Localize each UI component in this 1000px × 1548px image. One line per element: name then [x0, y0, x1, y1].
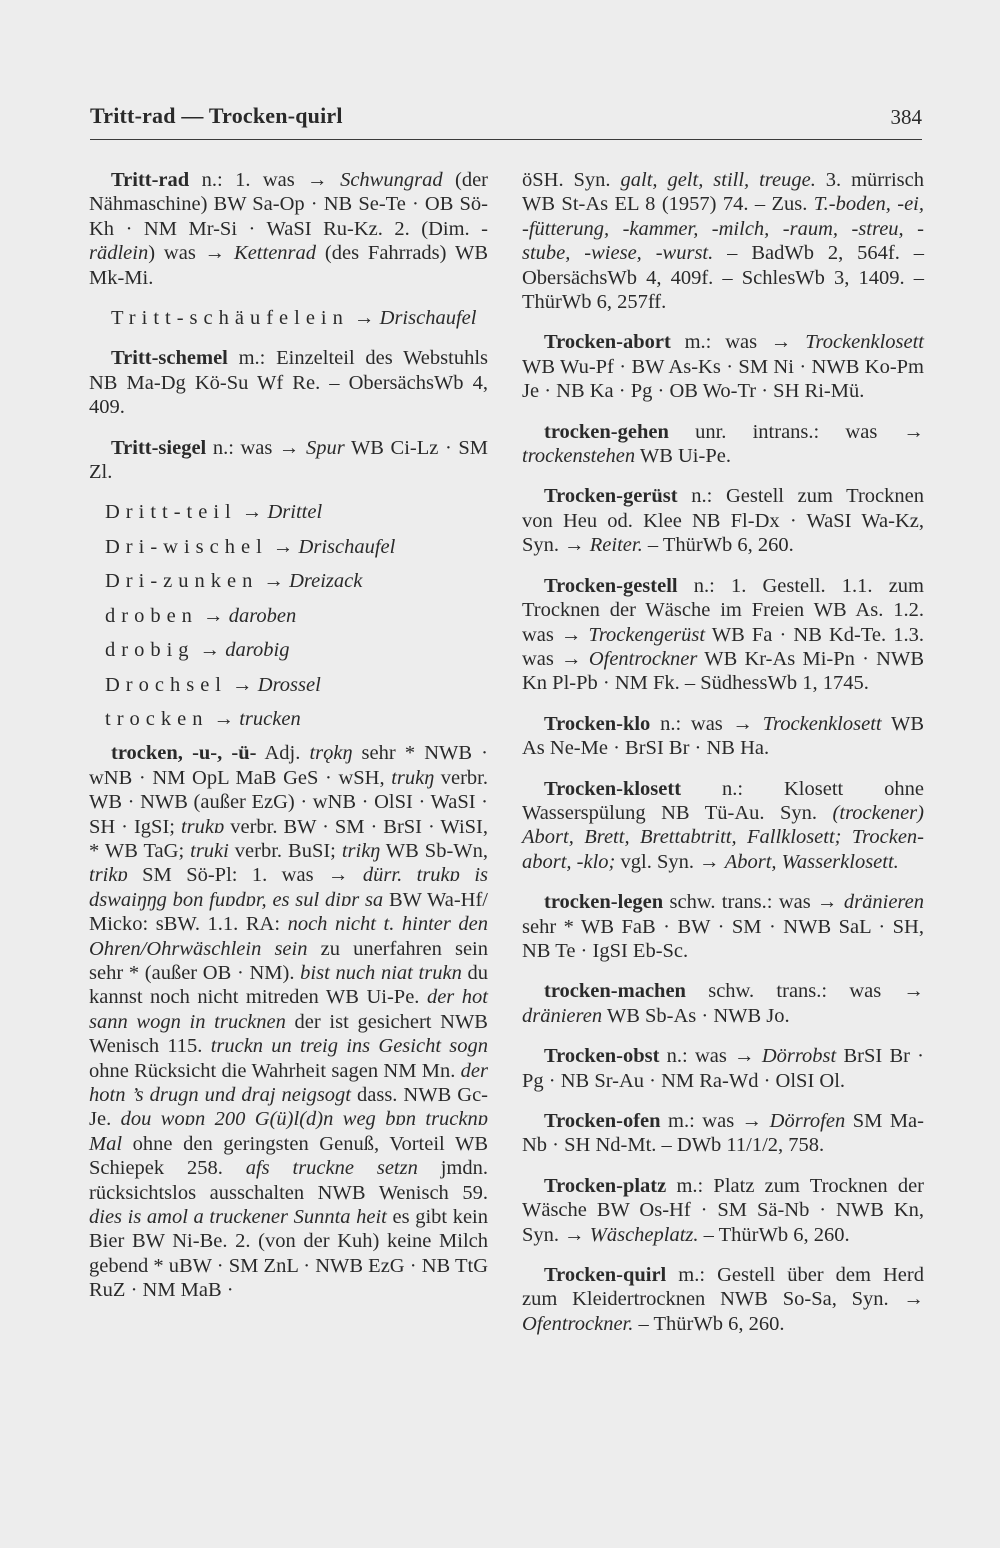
headword: Trocken-quirl: [544, 1264, 667, 1287]
xref-drochsel: Drochsel → Drossel: [105, 673, 321, 696]
headword: Tritt-siegel: [111, 436, 207, 459]
xref-dri-wischel: Dri-wischel → Drischaufel: [105, 535, 396, 558]
entry-trocken: trocken, -u-, -ü- Adj. trǫkŋ sehr * NWB · wNB · NM OpL MaB GeS · wSH, trukŋ verbr. WB · NWB (außer EzG) · wNB · OlSI · WaSI · SH · IgSI; trukɒ verbr. BW · SM · BrSI · WiSI, * WB TaG; truki verbr. BuSI; trikŋ WB Sb-Wn, trikɒ SM Sö-Pl: 1. was → dürr. trukɒ is dswaiŋŋg bon fuɒdɒr, es sul diɒr sa BW Wa-Hf/ Micko: sBW. 1.1. RA: noch nicht t. hinter den Ohren/Ohrwäschlein sein zu unerfahren sein sehr * (außer OB · NM). bist nuch niat trukn du kannst noch nicht mitreden WB Ui-Pe. der hot sann wogn in trucknen der ist gesichert NWB Wenisch 115. truckn un treig ins Gesicht sogn ohne Rücksicht die Wahrheit sagen NM Mn. der hotn ’s drugn und draj neigsogt dass. NWB Gc-Je. dou woɒn 200 G(ü)l(d)n weg bɒn trucknɒ Mal ohne den geringsten Genuß, Vorteil WB Schiepek 258. afs truckne setzn jmdn. rücksichtslos ausschalten NWB Wenisch 59. dies is amol a truckener Sunnta heit es gibt kein Bier BW Ni-Be. 2. (von der Kuh) keine Milch gebend * uBW · SM ZnL · NWB EzG · NB TtG RuZ · NM MaB ·: [89, 742, 489, 1302]
left-column: [89, 168, 488, 1319]
xref-droben: droben → daroben: [105, 604, 297, 627]
headword: Trocken-klosett: [544, 777, 682, 800]
headword: Trocken-klo: [544, 712, 651, 735]
entry-tritt-schemel: Tritt-schemel m.: Einzelteil des Webstuhls NB Ma-Dg Kö-Su Wf Re. – ObersächsWb 4, 409.: [89, 347, 488, 419]
xref-dri-zunken: Dri-zunken → Dreizack: [105, 570, 363, 593]
headword: Trocken-abort: [544, 331, 671, 354]
entry-trocken-platz: Trocken-platz m.: Platz zum Trocknen der Wäsche BW Os-Hf · SM Sä-Nb · NWB Kn, Syn. → Wäscheplatz. – ThürWb 6, 260.: [522, 1174, 924, 1246]
header-title: Tritt-rad — Trocken-quirl: [90, 103, 343, 128]
entry-trocken-legen: trocken-legen schw. trans.: was → dränieren sehr * WB FaB · BW · SM · NWB SaL · SH, NB Te · IgSI Eb-Sc.: [522, 891, 924, 962]
headword: trocken-gehen: [544, 420, 669, 443]
entry-trocken-quirl: Trocken-quirl m.: Gestell über dem Herd zum Kleidertrocknen NWB So-Sa, Syn. → Ofentrockner. – ThürWb 6, 260.: [522, 1264, 924, 1335]
entry-tritt-rad: Tritt-rad n.: 1. was → Schwungrad (der Nähmaschine) BW Sa-Op · NB Se-Te · OB Sö-Kh · NM Mr-Si · WaSI Ru-Kz. 2. (Dim. -rädlein) was → Kettenrad (des Fahrrads) WB Mk-Mi.: [89, 169, 488, 289]
entry-trocken-ofen: Trocken-ofen m.: was → Dörrofen SM Ma-Nb · SH Nd-Mt. – DWb 11/1/2, 758.: [522, 1110, 924, 1157]
xref-tritt-schaeufelein: Tritt-schäufelein → Drischaufel: [111, 307, 477, 330]
headword: trocken, -u-, -ü-: [111, 742, 257, 765]
xref-dritt-teil: Dritt-teil → Drittel: [105, 501, 323, 524]
entry-trocken-obst: Trocken-obst n.: was → Dörrobst BrSI Br · Pg · NB Sr-Au · NM Ra-Wd · OlSI Ol.: [522, 1045, 925, 1092]
headword: trocken-machen: [544, 980, 686, 1003]
headword: Tritt-schemel: [111, 347, 228, 370]
headword: Trocken-gerüst: [544, 485, 678, 508]
headword: Tritt-rad: [111, 169, 190, 191]
entry-trocken-geruest: Trocken-gerüst n.: Gestell zum Trocknen von Heu od. Klee NB Fl-Dx · WaSI Wa-Kz, Syn. → Reiter. – ThürWb 6, 260.: [522, 485, 924, 557]
xref-drobig: drobig → darobig: [105, 639, 290, 662]
xref-trocken: trocken → trucken: [105, 707, 301, 730]
entry-trocken-abort: Trocken-abort m.: was → Trockenklosett WB Wu-Pf · BW As-Ks · SM Ni · NWB Ko-Pm Je · NB Ka · Pg · OB Wo-Tr · SH Ri-Mü.: [522, 331, 924, 403]
running-header: [90, 103, 922, 140]
headword: Trocken-gestell: [544, 574, 678, 597]
headword: Trocken-obst: [544, 1045, 660, 1068]
entry-trocken-gestell: Trocken-gestell n.: 1. Gestell. 1.1. zum Trocknen der Wäsche im Freien WB As. 1.2. was → Trockengerüst WB Fa · NB Kd-Te. 1.3. was → Ofentrockner WB Kr-As Mi-Pn · NWB Kn Pl-Pb · NM Fk. – SüdhessWb 1, 1745.: [522, 574, 924, 695]
right-column: [522, 168, 924, 1352]
headword: trocken-legen: [544, 891, 664, 914]
entry-tritt-siegel: Tritt-siegel n.: was → Spur WB Ci-Lz · SM Zl.: [89, 436, 488, 484]
entry-trocken-machen: trocken-machen schw. trans.: was → dränieren WB Sb-As · NWB Jo.: [522, 980, 924, 1027]
page-number: 384: [890, 105, 922, 129]
headword: Trocken-ofen: [544, 1110, 661, 1132]
entry-trocken-klosett: Trocken-klosett n.: Klosett ohne Wasserspülung NB Tü-Au. Syn. (trockener) Abort, Brett, Brettabtritt, Fallklosett; Trocken-abort, -klo; vgl. Syn. → Abort, Wasserklosett.: [522, 777, 924, 873]
headword: Trocken-platz: [544, 1174, 667, 1197]
entry-trocken-continued: öSH. Syn. galt, gelt, still, treuge. 3. mürrisch WB St-As EL 8 (1957) 74. – Zus. T.-boden, -ei, -fütterung, -kammer, -milch, -raum, -streu, -stube, -wiese, -wurst. – BadWb 2, 564f. – ObersächsWb 4, 409f. – SchlesWb 3, 1409. – ThürWb 6, 257ff.: [522, 169, 925, 314]
entry-trocken-klo: Trocken-klo n.: was → Trockenklosett WB As Ne-Me · BrSI Br · NB Ha.: [522, 712, 925, 760]
entry-trocken-gehen: trocken-gehen unr. intrans.: was → trockenstehen WB Ui-Pe.: [522, 420, 924, 468]
